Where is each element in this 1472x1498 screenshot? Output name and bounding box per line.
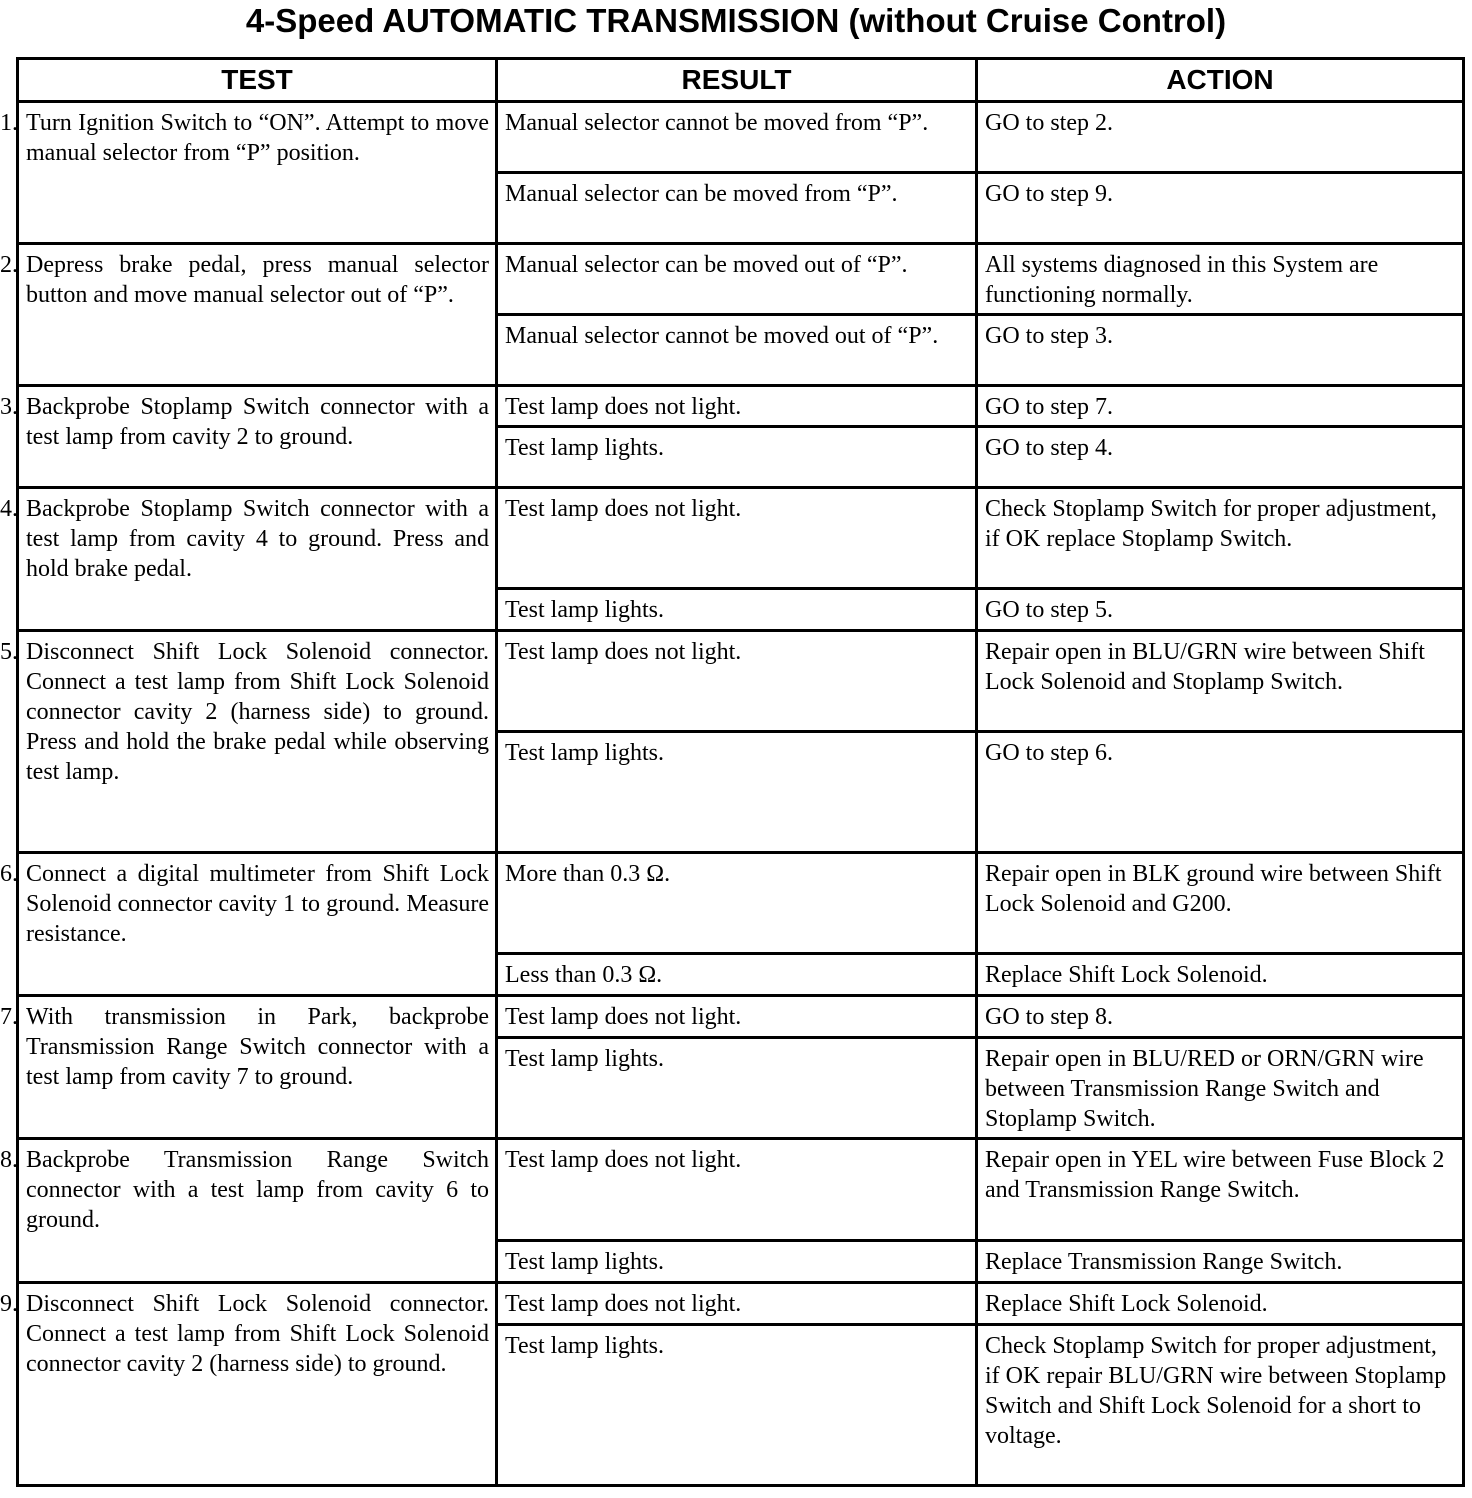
- result-cell: Test lamp does not light.: [497, 1282, 977, 1324]
- test-instruction: Backprobe Stoplamp Switch connector with a test lamp from cavity 2 to ground.: [26, 394, 489, 451]
- test-instruction: Disconnect Shift Lock Solenoid connector. Connect a test lamp from Shift Lock Solenoid connector cavity 2 (harness side) to ground. Press and hold the brake pedal while observing test lamp.: [26, 638, 489, 785]
- result-cell: Test lamp does not light.: [497, 1139, 977, 1240]
- result-cell: Test lamp lights.: [497, 731, 977, 852]
- test-cell: [0, 102, 497, 244]
- result-cell: Test lamp does not light.: [497, 487, 977, 588]
- test-cell: [0, 386, 497, 487]
- action-cell: Replace Transmission Range Switch.: [977, 1240, 1464, 1282]
- step-number: 5.: [0, 638, 18, 665]
- table-row: [18, 630, 1464, 731]
- test-cell: [0, 244, 497, 386]
- table-body: [0, 102, 1464, 1486]
- action-cell: All systems diagnosed in this System are functioning normally.: [977, 244, 1464, 315]
- test-instruction: Backprobe Transmission Range Switch connector with a test lamp from cavity 6 to ground.: [26, 1147, 489, 1234]
- result-cell: Test lamp lights.: [497, 427, 977, 487]
- result-cell: Manual selector cannot be moved out of “P”.: [497, 315, 977, 386]
- test-cell: [0, 630, 497, 852]
- action-cell: Replace Shift Lock Solenoid.: [977, 1282, 1464, 1324]
- step-number: 2.: [0, 252, 18, 279]
- result-cell: More than 0.3 Ω.: [497, 853, 977, 954]
- test-instruction: Turn Ignition Switch to “ON”. Attempt to move manual selector from “P” position.: [26, 110, 489, 166]
- step-number: 8.: [0, 1147, 18, 1174]
- result-cell: Test lamp lights.: [497, 1324, 977, 1485]
- column-header-action: ACTION: [977, 59, 1464, 102]
- action-cell: Replace Shift Lock Solenoid.: [977, 954, 1464, 996]
- table-row: [18, 487, 1464, 588]
- result-cell: Test lamp lights.: [497, 1240, 977, 1282]
- diagnostic-table: [0, 57, 1465, 1487]
- test-instruction: Connect a digital multimeter from Shift Lock Solenoid connector cavity 1 to ground. Measure resistance.: [26, 861, 489, 947]
- table-row: [18, 102, 1464, 173]
- table-row: [18, 244, 1464, 315]
- action-cell: GO to step 9.: [977, 173, 1464, 244]
- step-number: 1.: [0, 110, 18, 136]
- action-cell: Check Stoplamp Switch for proper adjustment, if OK replace Stoplamp Switch.: [977, 487, 1464, 588]
- test-instruction: Disconnect Shift Lock Solenoid connector. Connect a test lamp from Shift Lock Solenoid connector cavity 2 (harness side) to ground.: [26, 1290, 489, 1377]
- step-number: 7.: [0, 1004, 18, 1031]
- action-cell: Repair open in YEL wire between Fuse Block 2 and Transmission Range Switch.: [977, 1139, 1464, 1240]
- action-cell: Repair open in BLU/GRN wire between Shift Lock Solenoid and Stoplamp Switch.: [977, 630, 1464, 731]
- result-cell: Test lamp does not light.: [497, 996, 977, 1038]
- action-cell: Repair open in BLK ground wire between Shift Lock Solenoid and G200.: [977, 853, 1464, 954]
- test-cell: [0, 1282, 497, 1485]
- result-cell: Manual selector cannot be moved from “P”.: [497, 102, 977, 173]
- action-cell: GO to step 6.: [977, 731, 1464, 852]
- test-instruction: With transmission in Park, backprobe Transmission Range Switch connector with a test lamp from cavity 7 to ground.: [26, 1004, 489, 1091]
- action-cell: GO to step 7.: [977, 386, 1464, 427]
- table-row: [18, 996, 1464, 1038]
- result-cell: Test lamp lights.: [497, 1038, 977, 1139]
- step-number: 3.: [0, 394, 18, 421]
- test-instruction: Depress brake pedal, press manual selector button and move manual selector out of “P”.: [26, 252, 489, 309]
- result-cell: Test lamp lights.: [497, 588, 977, 630]
- table-row: [18, 1282, 1464, 1324]
- result-cell: Less than 0.3 Ω.: [497, 954, 977, 996]
- result-cell: Manual selector can be moved out of “P”.: [497, 244, 977, 315]
- action-cell: Repair open in BLU/RED or ORN/GRN wire between Transmission Range Switch and Stoplamp Switch.: [977, 1038, 1464, 1139]
- action-cell: Check Stoplamp Switch for proper adjustment, if OK repair BLU/GRN wire between Stoplamp Switch and Shift Lock Solenoid for a short to voltage.: [977, 1324, 1464, 1485]
- table-row: [18, 853, 1464, 954]
- step-number: 6.: [0, 861, 18, 887]
- page-title: 4-Speed AUTOMATIC TRANSMISSION (without Cruise Control): [245, 2, 1227, 39]
- test-cell: [0, 853, 497, 996]
- result-cell: Test lamp does not light.: [497, 386, 977, 427]
- action-cell: GO to step 2.: [977, 102, 1464, 173]
- column-header-result: RESULT: [497, 59, 977, 102]
- table-row: [18, 1139, 1464, 1240]
- action-cell: GO to step 8.: [977, 996, 1464, 1038]
- action-cell: GO to step 5.: [977, 588, 1464, 630]
- action-cell: GO to step 3.: [977, 315, 1464, 386]
- column-header-test: TEST: [18, 59, 497, 102]
- action-cell: GO to step 4.: [977, 427, 1464, 487]
- header-row: [18, 59, 1464, 102]
- result-cell: Test lamp does not light.: [497, 630, 977, 731]
- table-row: [18, 386, 1464, 427]
- test-instruction: Backprobe Stoplamp Switch connector with a test lamp from cavity 4 to ground. Press and hold brake pedal.: [26, 495, 489, 582]
- test-cell: [0, 996, 497, 1139]
- test-cell: [0, 487, 497, 630]
- test-cell: [0, 1139, 497, 1282]
- step-number: 9.: [0, 1290, 18, 1317]
- step-number: 4.: [0, 495, 18, 522]
- result-cell: Manual selector can be moved from “P”.: [497, 173, 977, 244]
